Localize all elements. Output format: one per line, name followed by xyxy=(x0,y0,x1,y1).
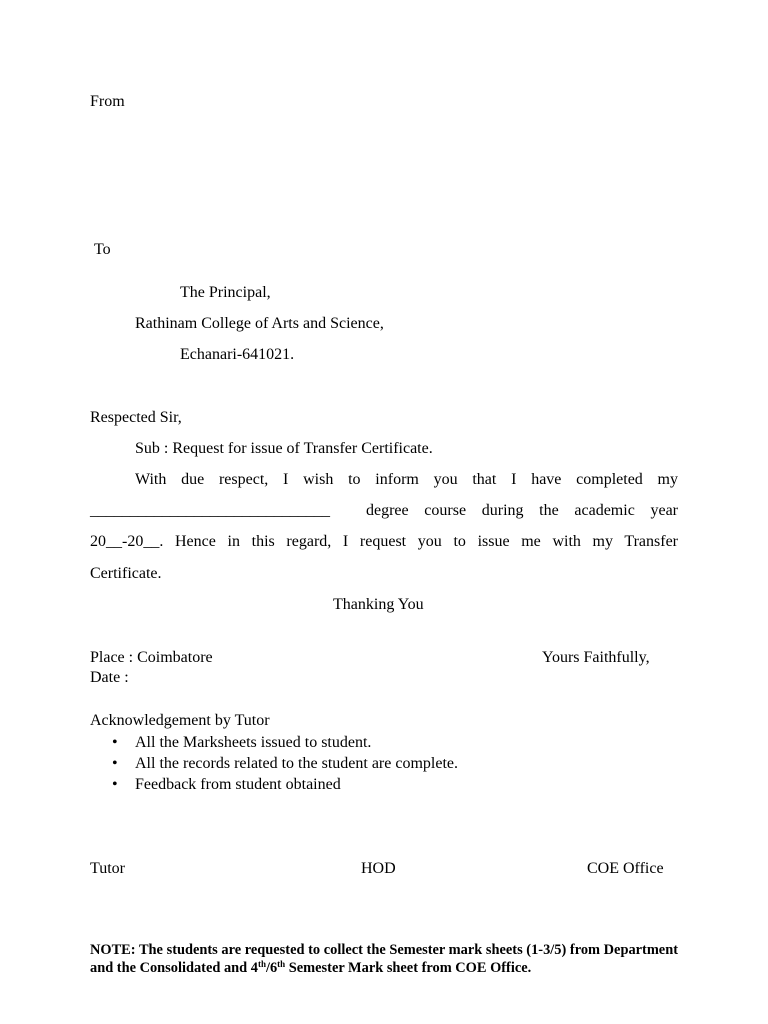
signature-hod: HOD xyxy=(361,860,396,877)
from-label: From xyxy=(90,93,125,110)
place-field: Place : Coimbatore xyxy=(90,649,213,666)
paragraph-line-3: 20__-20__. Hence in this regard, I request you to issue me with my Transfer xyxy=(90,533,678,550)
recipient-title: The Principal, xyxy=(180,284,271,301)
list-item xyxy=(90,774,458,795)
list-item-text: All the records related to the student are complete. xyxy=(135,755,458,772)
note-superscript-4th: th xyxy=(257,959,266,969)
recipient-institution: Rathinam College of Arts and Science, xyxy=(135,315,384,332)
degree-blank-field: ______________________________ xyxy=(90,502,330,519)
thanking-you: Thanking You xyxy=(333,596,424,613)
note-superscript-6th: th xyxy=(277,959,286,969)
date-field: Date : xyxy=(90,669,129,686)
paragraph-line-2 xyxy=(90,501,678,521)
yours-faithfully: Yours Faithfully, xyxy=(542,649,650,666)
to-label: To xyxy=(94,241,111,258)
signature-tutor: Tutor xyxy=(90,860,125,877)
bullet-icon: • xyxy=(112,755,118,772)
note-slash: /6 xyxy=(265,960,278,976)
paragraph-line-1: With due respect, I wish to inform you that I have completed my xyxy=(135,471,678,488)
bullet-icon: • xyxy=(112,776,118,793)
acknowledgement-heading: Acknowledgement by Tutor xyxy=(90,712,270,729)
list-item-text: Feedback from student obtained xyxy=(135,776,341,793)
subject-line: Sub : Request for issue of Transfer Certificate. xyxy=(135,440,433,457)
note-text-part2: Semester Mark sheet from COE Office. xyxy=(285,960,532,976)
bullet-icon: • xyxy=(112,734,118,751)
paragraph-line-2-text: degree course during the academic year xyxy=(366,502,678,519)
paragraph-line-4: Certificate. xyxy=(90,565,162,582)
salutation: Respected Sir, xyxy=(90,409,182,426)
note-text-part1: NOTE: The students are requested to collect the Semester mark sheets (1-3/5) from Department and the Consolidated and 4 xyxy=(90,942,678,976)
list-item xyxy=(90,753,458,774)
signature-coe-office: COE Office xyxy=(587,860,664,877)
list-item-text: All the Marksheets issued to student. xyxy=(135,734,372,751)
recipient-location: Echanari-641021. xyxy=(180,346,295,363)
acknowledgement-list xyxy=(90,732,458,795)
list-item xyxy=(90,732,458,753)
note-paragraph xyxy=(90,941,678,977)
